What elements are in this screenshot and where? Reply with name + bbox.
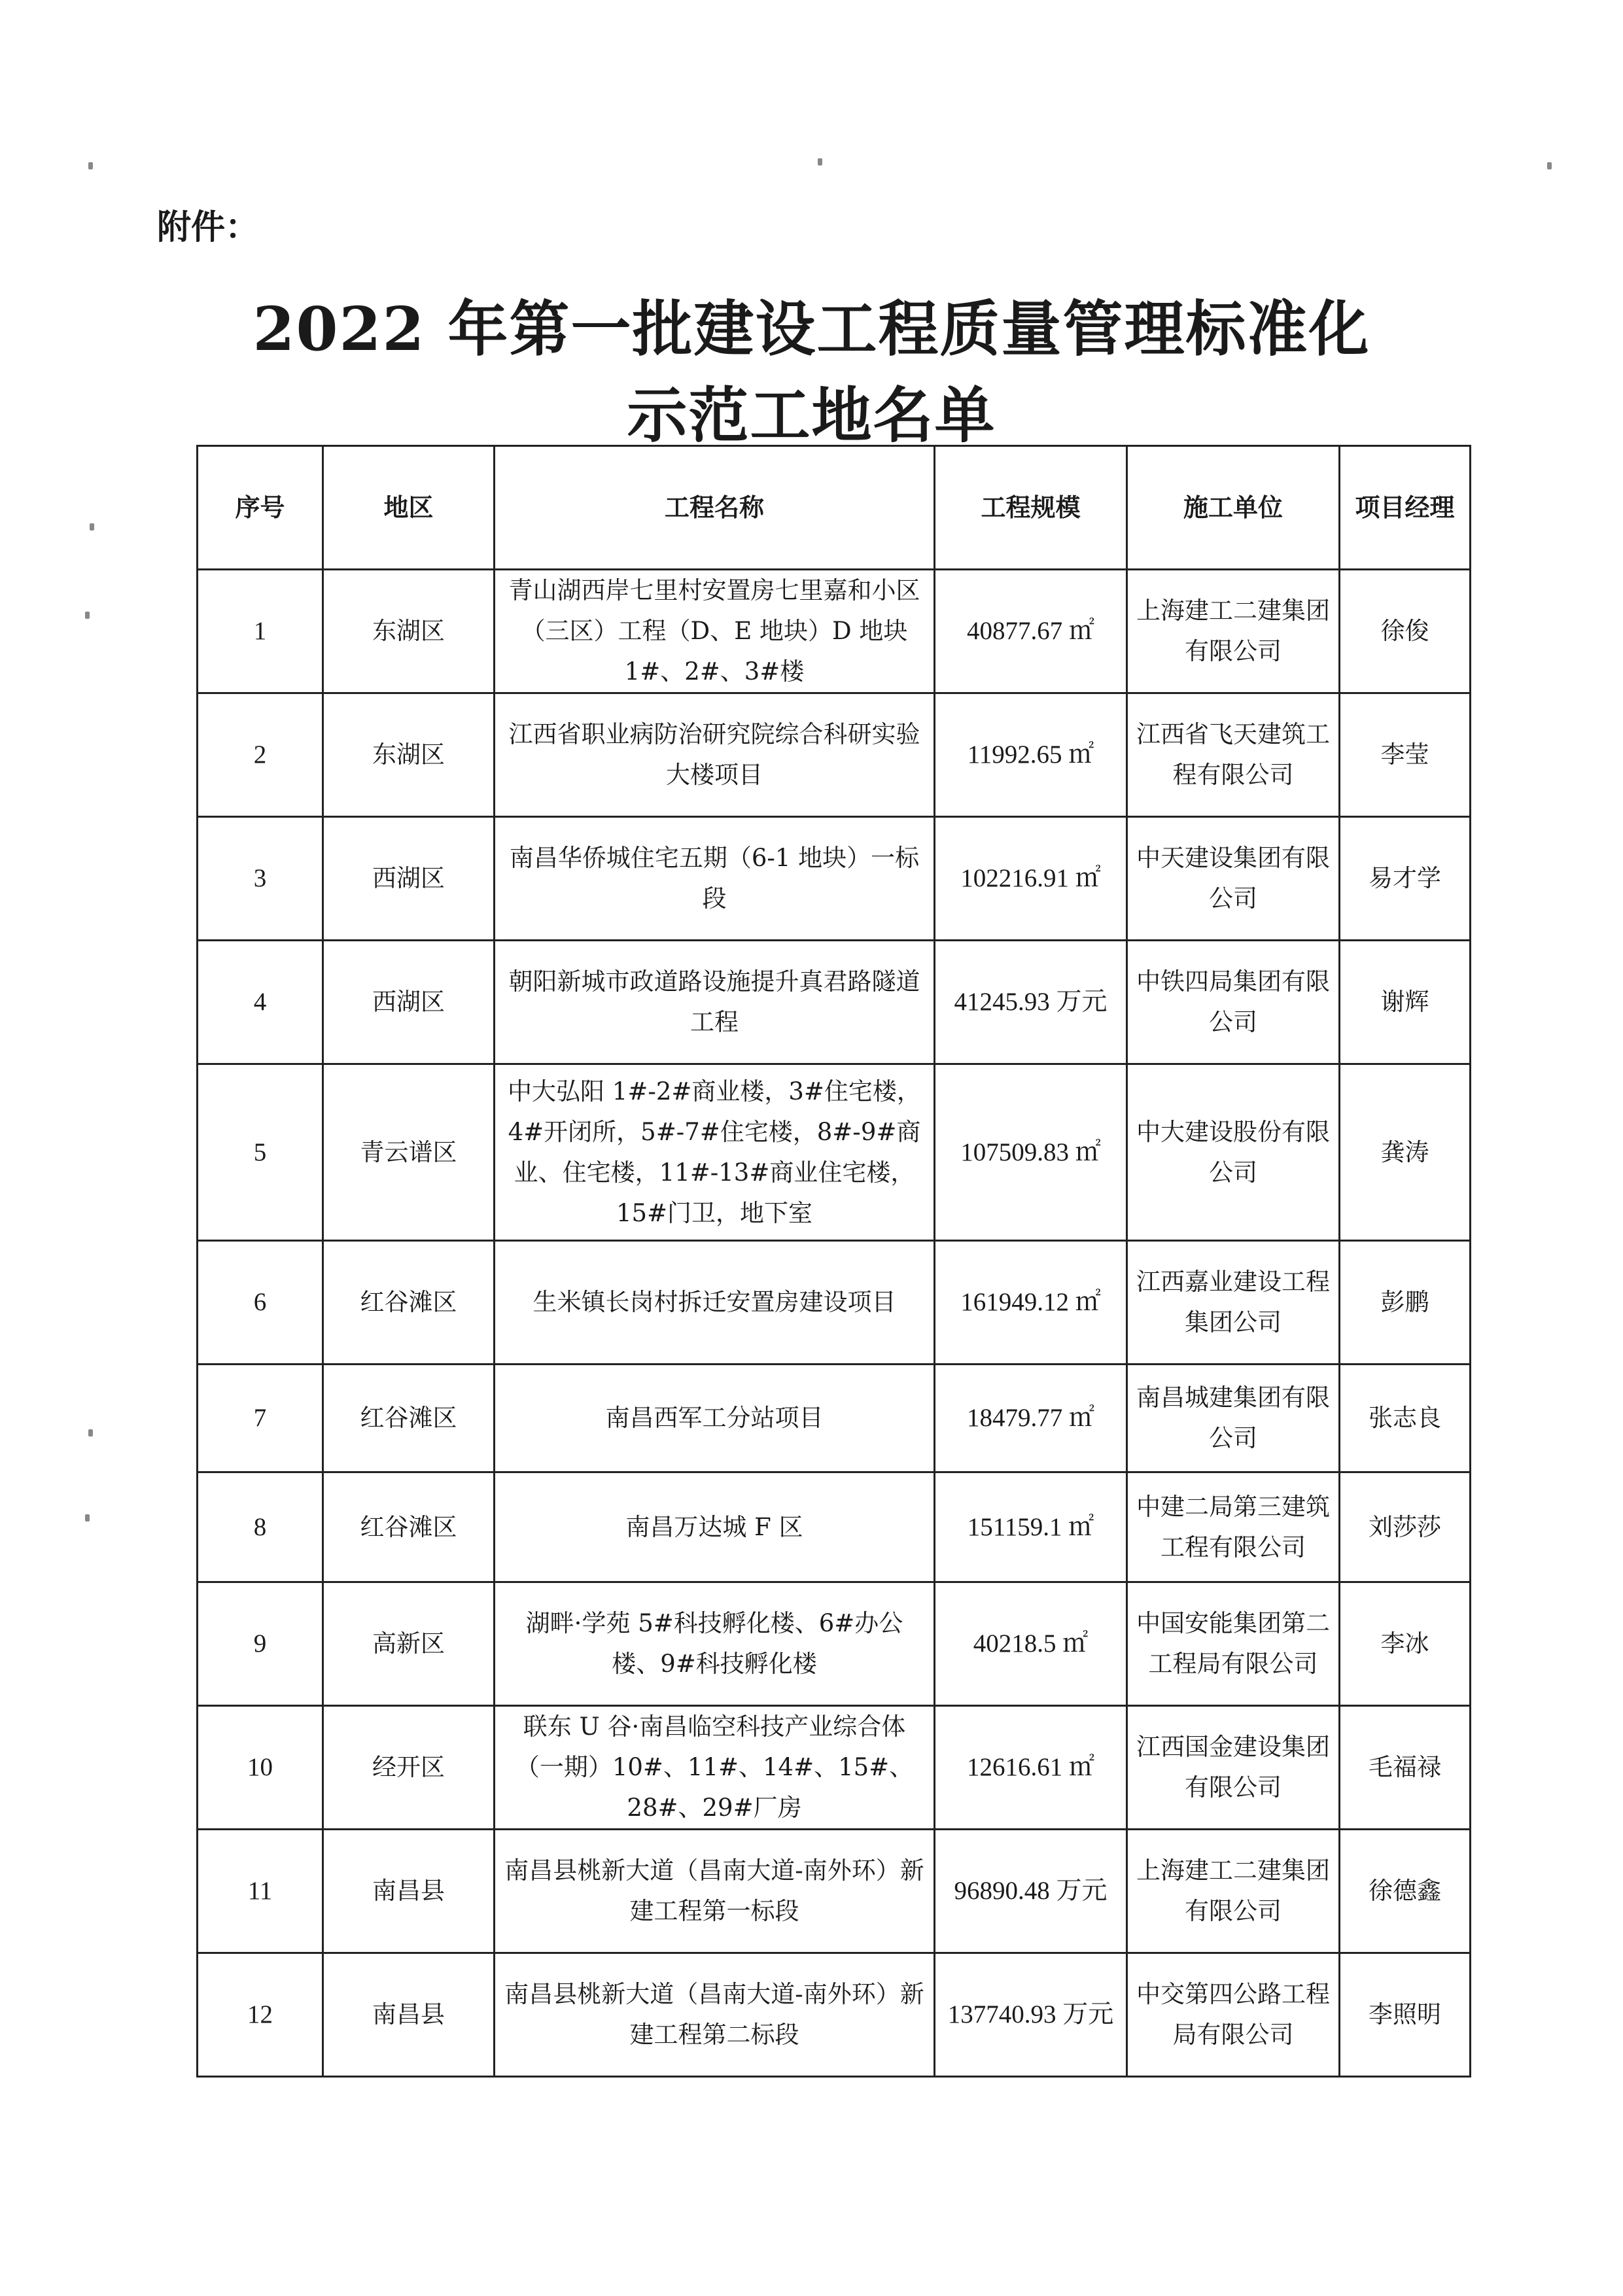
project-scale: 151159.1 ㎡: [935, 1472, 1127, 1582]
serial-number: 9: [198, 1582, 323, 1706]
header-project-name: 工程名称: [495, 446, 935, 570]
project-manager: 李冰: [1340, 1582, 1471, 1706]
header-serial-number: 序号: [198, 446, 323, 570]
serial-number: 2: [198, 693, 323, 817]
contractor-text: 中天建设集团有限公司: [1136, 844, 1330, 913]
contractor: [1127, 1064, 1340, 1241]
scan-mark: [85, 1514, 90, 1522]
contractor: [1127, 1472, 1340, 1582]
project-manager: 李照明: [1340, 1953, 1471, 2077]
table-row: [198, 693, 1471, 817]
serial-number: 7: [198, 1365, 323, 1472]
project-scale: 40218.5 ㎡: [935, 1582, 1127, 1706]
contractor: [1127, 693, 1340, 817]
district: 红谷滩区: [323, 1241, 495, 1365]
district: 经开区: [323, 1706, 495, 1830]
table-row: [198, 1830, 1471, 1953]
serial-number: 10: [198, 1706, 323, 1830]
serial-number: 12: [198, 1953, 323, 2077]
project-list-table: [196, 445, 1471, 2078]
table-row: [198, 1365, 1471, 1472]
project-manager: 谢辉: [1340, 941, 1471, 1064]
contractor: [1127, 1582, 1340, 1706]
scan-mark: [90, 523, 94, 531]
district: 红谷滩区: [323, 1365, 495, 1472]
table-row: [198, 1472, 1471, 1582]
district: 东湖区: [323, 570, 495, 693]
project-scale: 41245.93 万元: [935, 941, 1127, 1064]
project-name: 南昌万达城 F 区: [495, 1472, 935, 1582]
project-name: 青山湖西岸七里村安置房七里嘉和小区（三区）工程（D、E 地块）D 地块 1#、2#、3#楼: [495, 570, 935, 693]
district: 高新区: [323, 1582, 495, 1706]
project-manager: 彭鹏: [1340, 1241, 1471, 1365]
project-name: 联东 U 谷·南昌临空科技产业综合体（一期）10#、11#、14#、15#、28#、29#厂房: [495, 1706, 935, 1830]
contractor: [1127, 941, 1340, 1064]
district: 南昌县: [323, 1830, 495, 1953]
contractor-text: 上海建工二建集团有限公司: [1136, 597, 1330, 665]
contractor: [1127, 1830, 1340, 1953]
table-row: [198, 941, 1471, 1064]
contractor-text: 南昌城建集团有限公司: [1136, 1383, 1330, 1452]
scan-mark: [88, 162, 93, 169]
contractor: [1127, 817, 1340, 941]
project-name: 南昌华侨城住宅五期（6-1 地块）一标段: [495, 817, 935, 941]
header-project-scale: 工程规模: [935, 446, 1127, 570]
document-title: 2022 年第一批建设工程质量管理标准化: [253, 294, 1370, 364]
project-name: 南昌西军工分站项目: [495, 1365, 935, 1472]
serial-number: 8: [198, 1472, 323, 1582]
contractor: [1127, 570, 1340, 693]
serial-number: 3: [198, 817, 323, 941]
project-scale: 11992.65 ㎡: [935, 693, 1127, 817]
contractor-text: 中建二局第三建筑工程有限公司: [1136, 1492, 1330, 1561]
project-scale: 161949.12 ㎡: [935, 1241, 1127, 1365]
table-row: [198, 1706, 1471, 1830]
scan-mark: [818, 158, 822, 165]
scan-mark: [85, 612, 90, 619]
district: 青云谱区: [323, 1064, 495, 1241]
contractor: [1127, 1241, 1340, 1365]
table-row: [198, 1241, 1471, 1365]
district: 西湖区: [323, 941, 495, 1064]
scan-mark: [1547, 162, 1552, 169]
table-row: [198, 1953, 1471, 2077]
district: 红谷滩区: [323, 1472, 495, 1582]
project-manager: 徐德鑫: [1340, 1830, 1471, 1953]
table-row: [198, 1064, 1471, 1241]
project-manager: 龚涛: [1340, 1064, 1471, 1241]
project-manager: 刘莎莎: [1340, 1472, 1471, 1582]
project-name: 南昌县桃新大道（昌南大道-南外环）新建工程第一标段: [495, 1830, 935, 1953]
contractor-text: 上海建工二建集团有限公司: [1136, 1856, 1330, 1925]
contractor: [1127, 1365, 1340, 1472]
contractor-text: 中铁四局集团有限公司: [1136, 967, 1330, 1036]
project-name: 江西省职业病防治研究院综合科研实验大楼项目: [495, 693, 935, 817]
serial-number: 11: [198, 1830, 323, 1953]
project-scale: 18479.77 ㎡: [935, 1365, 1127, 1472]
contractor-text: 江西省飞天建筑工程有限公司: [1136, 720, 1330, 789]
project-scale: 107509.83 ㎡: [935, 1064, 1127, 1241]
project-manager: 李莹: [1340, 693, 1471, 817]
table-row: [198, 570, 1471, 693]
header-district: 地区: [323, 446, 495, 570]
project-scale: 102216.91 ㎡: [935, 817, 1127, 941]
district: 南昌县: [323, 1953, 495, 2077]
contractor-text: 江西国金建设集团有限公司: [1136, 1733, 1330, 1801]
project-name: 中大弘阳 1#-2#商业楼，3#住宅楼，4#开闭所，5#-7#住宅楼，8#-9#商业、住宅楼，11#-13#商业住宅楼，15#门卫，地下室: [495, 1064, 935, 1241]
serial-number: 6: [198, 1241, 323, 1365]
project-name: 南昌县桃新大道（昌南大道-南外环）新建工程第二标段: [495, 1953, 935, 2077]
table-header-row: [198, 446, 1471, 570]
project-scale: 12616.61 ㎡: [935, 1706, 1127, 1830]
project-name: 朝阳新城市政道路设施提升真君路隧道工程: [495, 941, 935, 1064]
project-manager: 毛福禄: [1340, 1706, 1471, 1830]
project-manager: 张志良: [1340, 1365, 1471, 1472]
contractor-text: 中交第四公路工程局有限公司: [1136, 1980, 1330, 2049]
contractor: [1127, 1706, 1340, 1830]
header-project-manager: 项目经理: [1340, 446, 1471, 570]
project-manager: 易才学: [1340, 817, 1471, 941]
attachment-label: 附件：: [157, 208, 260, 247]
project-name: 湖畔·学苑 5#科技孵化楼、6#办公楼、9#科技孵化楼: [495, 1582, 935, 1706]
district: 西湖区: [323, 817, 495, 941]
serial-number: 5: [198, 1064, 323, 1241]
table-row: [198, 1582, 1471, 1706]
contractor-text: 江西嘉业建设工程集团公司: [1136, 1268, 1330, 1336]
contractor-text: 中大建设股份有限公司: [1136, 1117, 1330, 1187]
serial-number: 4: [198, 941, 323, 1064]
document-subtitle: 示范工地名单: [627, 380, 996, 451]
project-scale: 137740.93 万元: [935, 1953, 1127, 2077]
project-scale: 96890.48 万元: [935, 1830, 1127, 1953]
serial-number: 1: [198, 570, 323, 693]
scan-mark: [88, 1429, 93, 1436]
contractor-text: 中国安能集团第二工程局有限公司: [1136, 1609, 1330, 1678]
project-scale: 40877.67 ㎡: [935, 570, 1127, 693]
project-manager: 徐俊: [1340, 570, 1471, 693]
contractor: [1127, 1953, 1340, 2077]
project-name: 生米镇长岗村拆迁安置房建设项目: [495, 1241, 935, 1365]
table-row: [198, 817, 1471, 941]
district: 东湖区: [323, 693, 495, 817]
header-contractor: 施工单位: [1127, 446, 1340, 570]
